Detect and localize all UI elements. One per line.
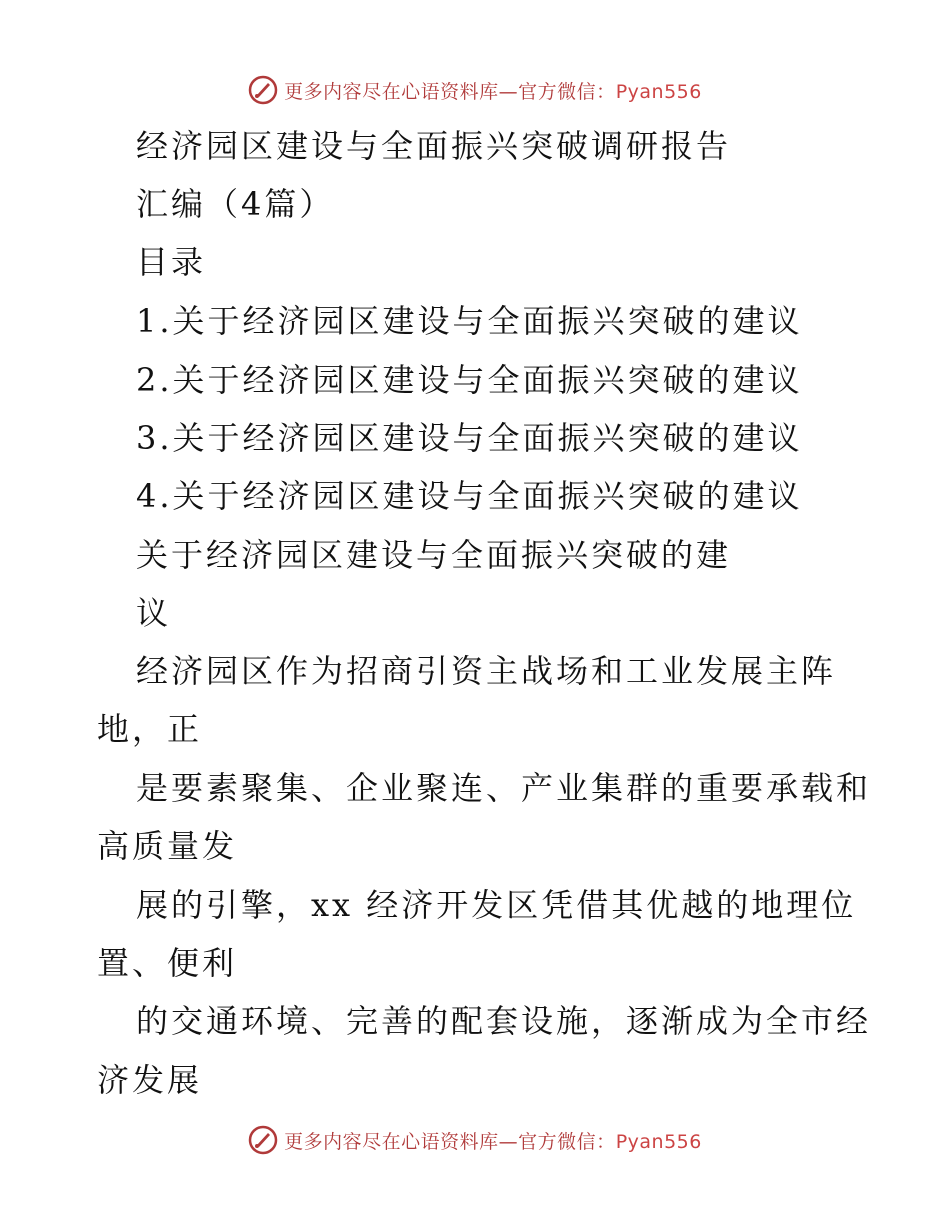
toc-item-1: 1.关于经济园区建设与全面振兴突破的建议 (136, 302, 803, 340)
paragraph-line: 是要素聚集、企业聚连、产业集群的重要承载和 (136, 769, 872, 807)
watermark-text (284, 1127, 702, 1154)
watermark-text (284, 77, 702, 104)
watermark-main: 更多内容尽在心语资料库 (284, 80, 499, 103)
section-heading-line-1: 关于经济园区建设与全面振兴突破的建 (136, 536, 732, 574)
paragraph-line: 的交通环境、完善的配套设施，逐渐成为全市经 (136, 1002, 872, 1040)
paragraph-line: 经济园区作为招商引资主战场和工业发展主阵 (136, 652, 837, 690)
watermark-dash: — (498, 1130, 519, 1153)
paragraph-line: 展的引擎，xx 经济开发区凭借其优越的地理位 (136, 886, 857, 924)
watermark-footer (0, 1120, 950, 1160)
toc-item-4: 4.关于经济园区建设与全面振兴突破的建议 (136, 477, 803, 515)
doc-title-line-2: 汇编（4篇） (136, 185, 335, 223)
logo-icon (248, 1125, 278, 1155)
toc-item-2: 2.关于经济园区建设与全面振兴突破的建议 (136, 361, 803, 399)
doc-title-line-1: 经济园区建设与全面振兴突破调研报告 (136, 127, 732, 165)
watermark-label: 官方微信： (518, 1130, 616, 1153)
watermark-id: Pyan556 (615, 1130, 702, 1153)
logo-icon (248, 75, 278, 105)
watermark-label: 官方微信： (518, 80, 616, 103)
toc-item-3: 3.关于经济园区建设与全面振兴突破的建议 (136, 419, 803, 457)
watermark-dash: — (498, 80, 519, 103)
paragraph-line: 地，正 (97, 710, 203, 748)
toc-heading: 目录 (136, 243, 207, 281)
watermark-main: 更多内容尽在心语资料库 (284, 1130, 499, 1153)
watermark-header (0, 70, 950, 110)
paragraph-line: 置、便利 (97, 944, 238, 982)
paragraph-line: 高质量发 (97, 827, 238, 865)
paragraph-line: 济发展 (97, 1061, 203, 1099)
watermark-id: Pyan556 (615, 80, 702, 103)
section-heading-line-2: 议 (136, 594, 172, 632)
